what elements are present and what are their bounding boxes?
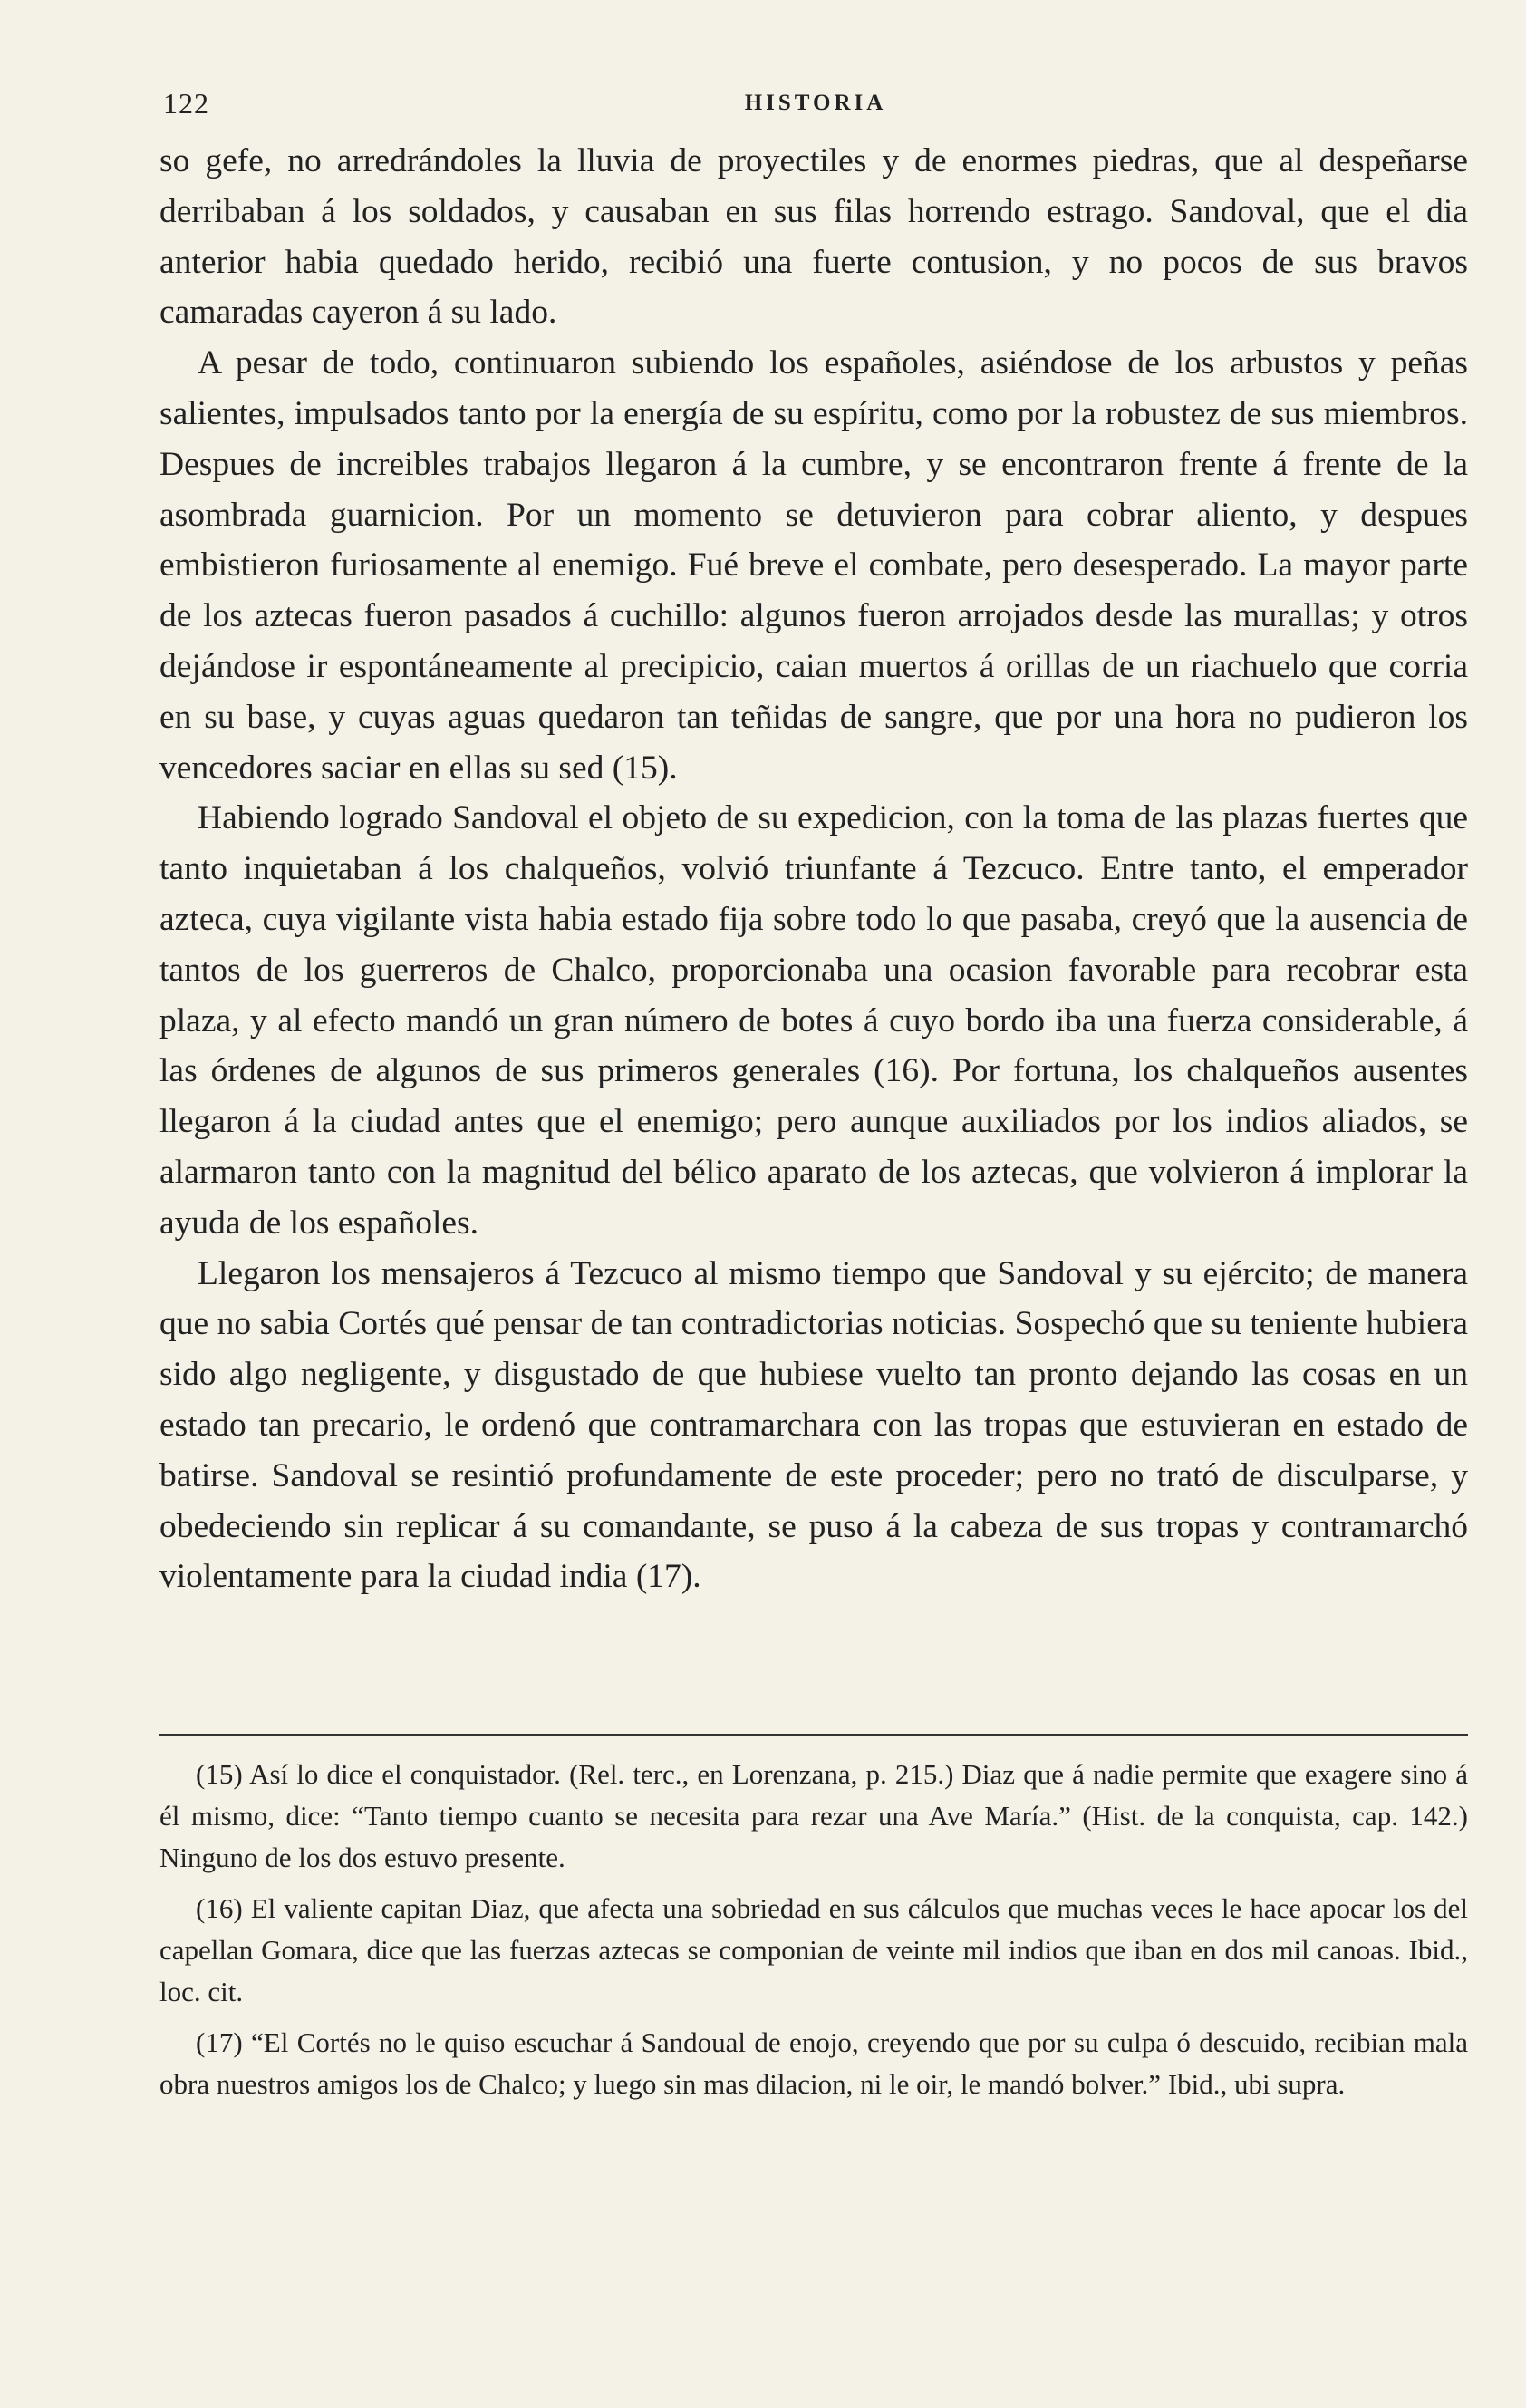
- running-head: HISTORIA: [744, 91, 887, 115]
- footnote-17: (17) “El Cortés no le quiso escuchar á Sandoual de enojo, creyendo que por su culpa ó descuido, recibian mala obra nuestros amigos los de Chalco; y luego sin mas dilacion, ni le oir, le mandó bolver.” Ibid., ubi supra.: [159, 2026, 1468, 2100]
- footnote-16: (16) El valiente capitan Diaz, que afecta una sobriedad en sus cálculos que muchas veces le hace apocar los del capellan Gomara, dice que las fuerzas aztecas se componian de veinte mil indios que iban en dos mil canoas. Ibid., loc. cit.: [159, 1892, 1468, 2007]
- paragraph: so gefe, no arredrándoles la lluvia de proyectiles y de enormes piedras, que al despeñarse derribaban á los soldados, y causaban en sus filas horrendo estrago. Sandoval, que el dia anterior habia quedado herido, recibió una fuerte contusion, y no pocos de sus bravos camaradas cayeron á su lado.: [159, 142, 1468, 332]
- paragraph: Habiendo logrado Sandoval el objeto de su expedicion, con la toma de las plazas fuertes que tanto inquietaban á los chalqueños, volvió triunfante á Tezcuco. Entre tanto, el emperador azteca, cuya vigilante vista habia estado fija sobre todo lo que pasaba, creyó que la ausencia de tantos de los guerreros de Chalco, proporcionaba una ocasion favorable para recobrar esta plaza, y al efecto mandó un gran número de botes á cuyo bordo iba una fuerza considerable, á las órdenes de algunos de sus primeros generales (16). Por fortuna, los chalqueños ausentes llegaron á la ciudad antes que el enemigo; pero aunque auxiliados por los indios aliados, se alarmaron tanto con la magnitud del bélico aparato de los aztecas, que volvieron á implorar la ayuda de los españoles.: [159, 799, 1468, 1242]
- footnote-15: (15) Así lo dice el conquistador. (Rel. terc., en Lorenzana, p. 215.) Diaz que á nadie permite que exagere sino á él mismo, dice: “Tanto tiempo cuanto se necesita para rezar una Ave María.” (Hist. de la conquista, cap. 142.) Ninguno de los dos estuvo presente.: [159, 1758, 1468, 1873]
- paragraph: A pesar de todo, continuaron subiendo los españoles, asiéndose de los arbustos y peñas salientes, impulsados tanto por la energía de su espíritu, como por la robustez de sus miembros. Despues de increibles trabajos llegaron á la cumbre, y se encontraron frente á frente de la asombrada guarnicion. Por un momento se detuvieron para cobrar aliento, y despues embistieron furiosamente al enemigo. Fué breve el combate, pero desesperado. La mayor parte de los aztecas fueron pasados á cuchillo: algunos fueron arrojados desde las murallas; y otros dejándose ir espontáneamente al precipicio, caian muertos á orillas de un riachuelo que corria en su base, y cuyas aguas quedaron tan teñidas de sangre, que por una hora no pudieron los vencedores saciar en ellas su sed (15).: [159, 344, 1468, 787]
- page-number: 122: [163, 87, 209, 120]
- footnote-divider: [159, 1734, 1468, 1736]
- main-text: [159, 136, 1468, 1602]
- footnotes: [159, 1754, 1468, 2114]
- page-header: [163, 87, 1468, 132]
- paragraph: Llegaron los mensajeros á Tezcuco al mismo tiempo que Sandoval y su ejército; de manera que no sabia Cortés qué pensar de tan contradictorias noticias. Sospechó que su teniente hubiera sido algo negligente, y disgustado de que hubiese vuelto tan pronto dejando las cosas en un estado tan precario, le ordenó que contramarchara con las tropas que estuvieran en estado de batirse. Sandoval se resintió profundamente de este proceder; pero no trató de disculparse, y obedeciendo sin replicar á su comandante, se puso á la cabeza de sus tropas y contramarchó violentamente para la ciudad india (17).: [159, 1254, 1468, 1596]
